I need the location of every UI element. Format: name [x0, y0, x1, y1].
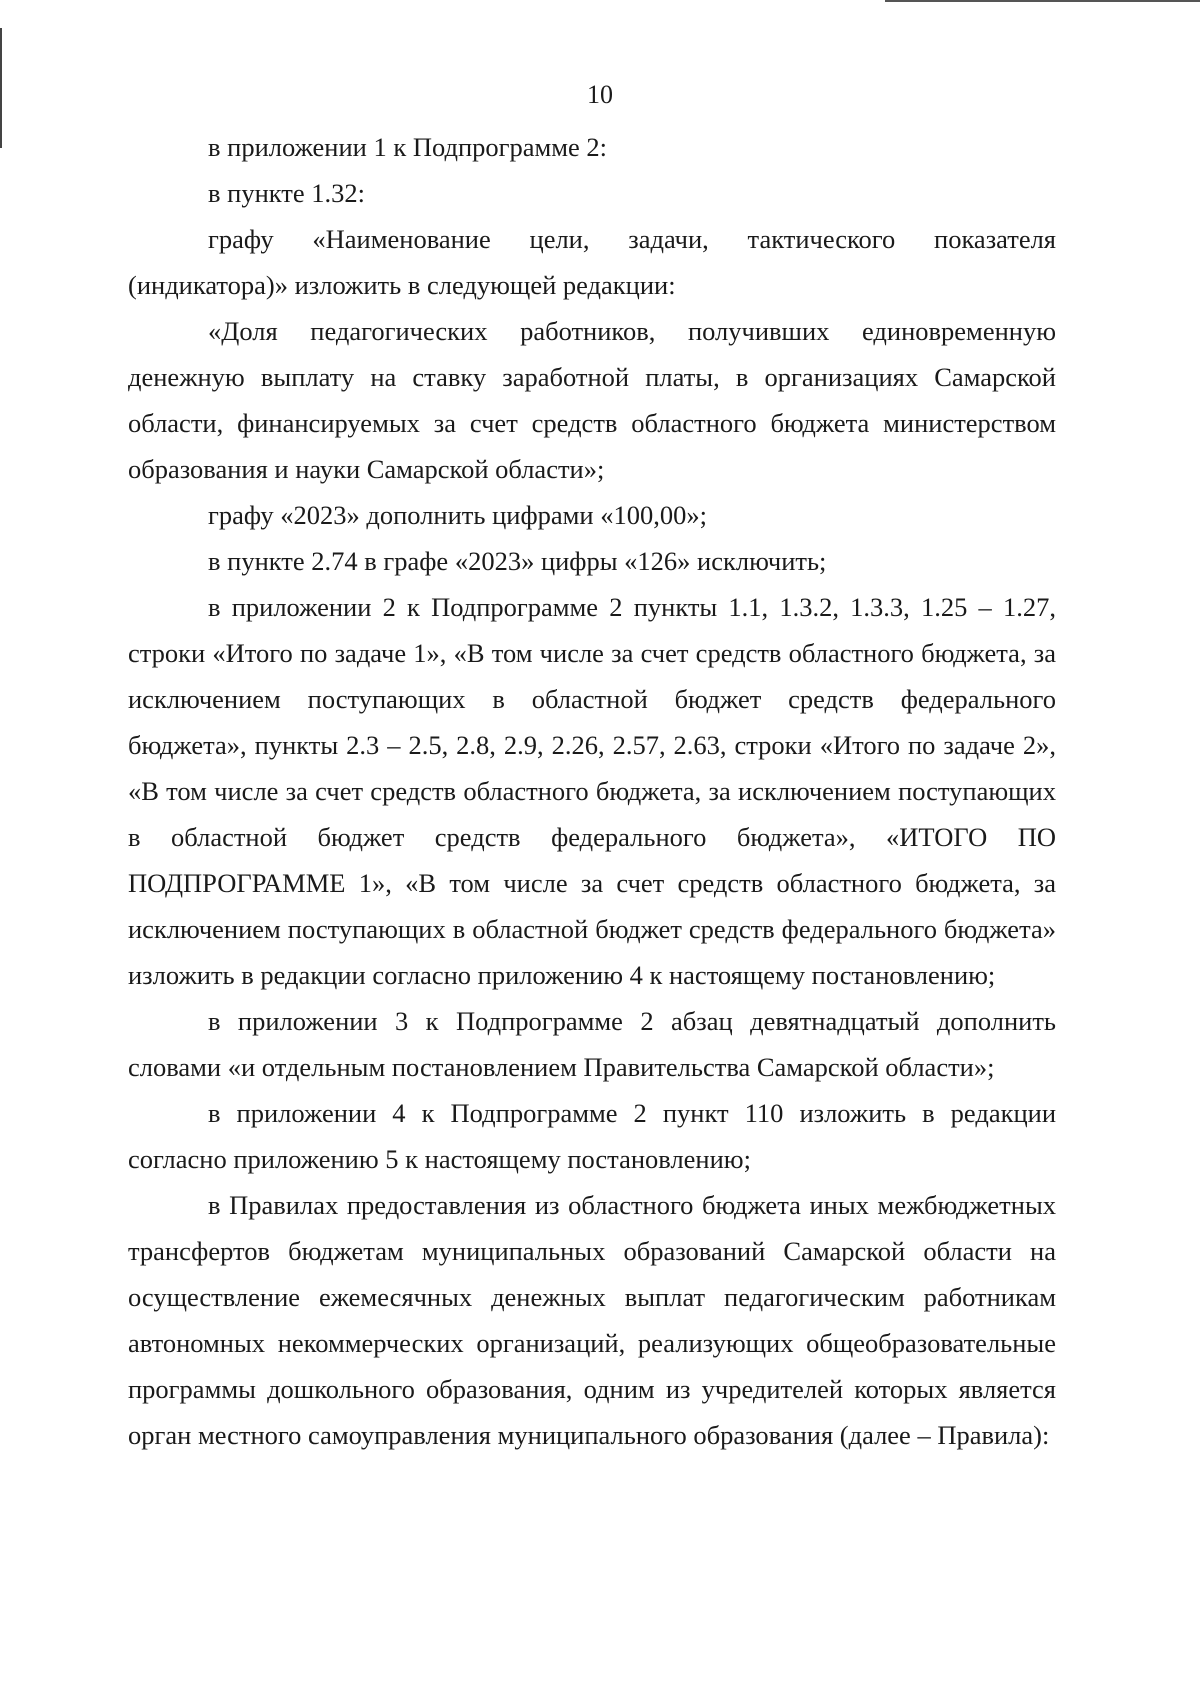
paragraph-appendix-4: в приложении 4 к Подпрограмме 2 пункт 110 изложить в редакции согласно приложению 5 к настоящему постановлению;	[128, 1098, 1056, 1174]
paragraph-quoted-indicator: «Доля педагогических работников, получивших единовременную денежную выплату на ставку заработной платы, в организациях Самарской области, финансируемых за счет средств областного бюджета министерством образования и науки Самарской области»;	[128, 316, 1056, 484]
paragraph-item-2-74: в пункте 2.74 в графе «2023» цифры «126» исключить;	[208, 546, 827, 576]
paragraph-rules: в Правилах предоставления из областного бюджета иных межбюджетных трансфертов бюджетам муниципальных образований Самарской области на осуществление ежемесячных денежных выплат педагогическим работникам автономных некоммерческих организаций, реализующих общеобразовательные программы дошкольного образования, одним из учредителей которых является орган местного самоуправления муниципального образования (далее – Правила):	[128, 1190, 1056, 1450]
paragraph-appendix-3: в приложении 3 к Подпрограмме 2 абзац девятнадцатый дополнить словами «и отдельным постановлением Правительства Самарской области»;	[128, 1006, 1056, 1082]
paragraph-column-name: графу «Наименование цели, задачи, тактического показателя (индикатора)» изложить в следующей редакции:	[128, 224, 1056, 300]
paragraph-appendix-1: в приложении 1 к Подпрограмме 2:	[208, 132, 608, 162]
paragraph-appendix-2: в приложении 2 к Подпрограмме 2 пункты 1.1, 1.3.2, 1.3.3, 1.25 – 1.27, строки «Итого по задаче 1», «В том числе за счет средств областного бюджета, за исключением поступающих в областной бюджет средств федерального бюджета», пункты 2.3 – 2.5, 2.8, 2.9, 2.26, 2.57, 2.63, строки «Итого по задаче 2», «В том числе за счет средств областного бюджета, за исключением поступающих в областной бюджет средств федерального бюджета», «ИТОГО ПО ПОДПРОГРАММЕ 1», «В том числе за счет средств областного бюджета, за исключением поступающих в областной бюджет средств федерального бюджета» изложить в редакции согласно приложению 4 к настоящему постановлению;	[128, 592, 1056, 990]
scan-edge-mark-top	[885, 0, 1200, 2]
page-number: 10	[587, 80, 613, 109]
document-body	[128, 124, 1056, 1458]
paragraph-item-1-32: в пункте 1.32:	[208, 178, 365, 208]
paragraph-column-2023: графу «2023» дополнить цифрами «100,00»;	[208, 500, 707, 530]
